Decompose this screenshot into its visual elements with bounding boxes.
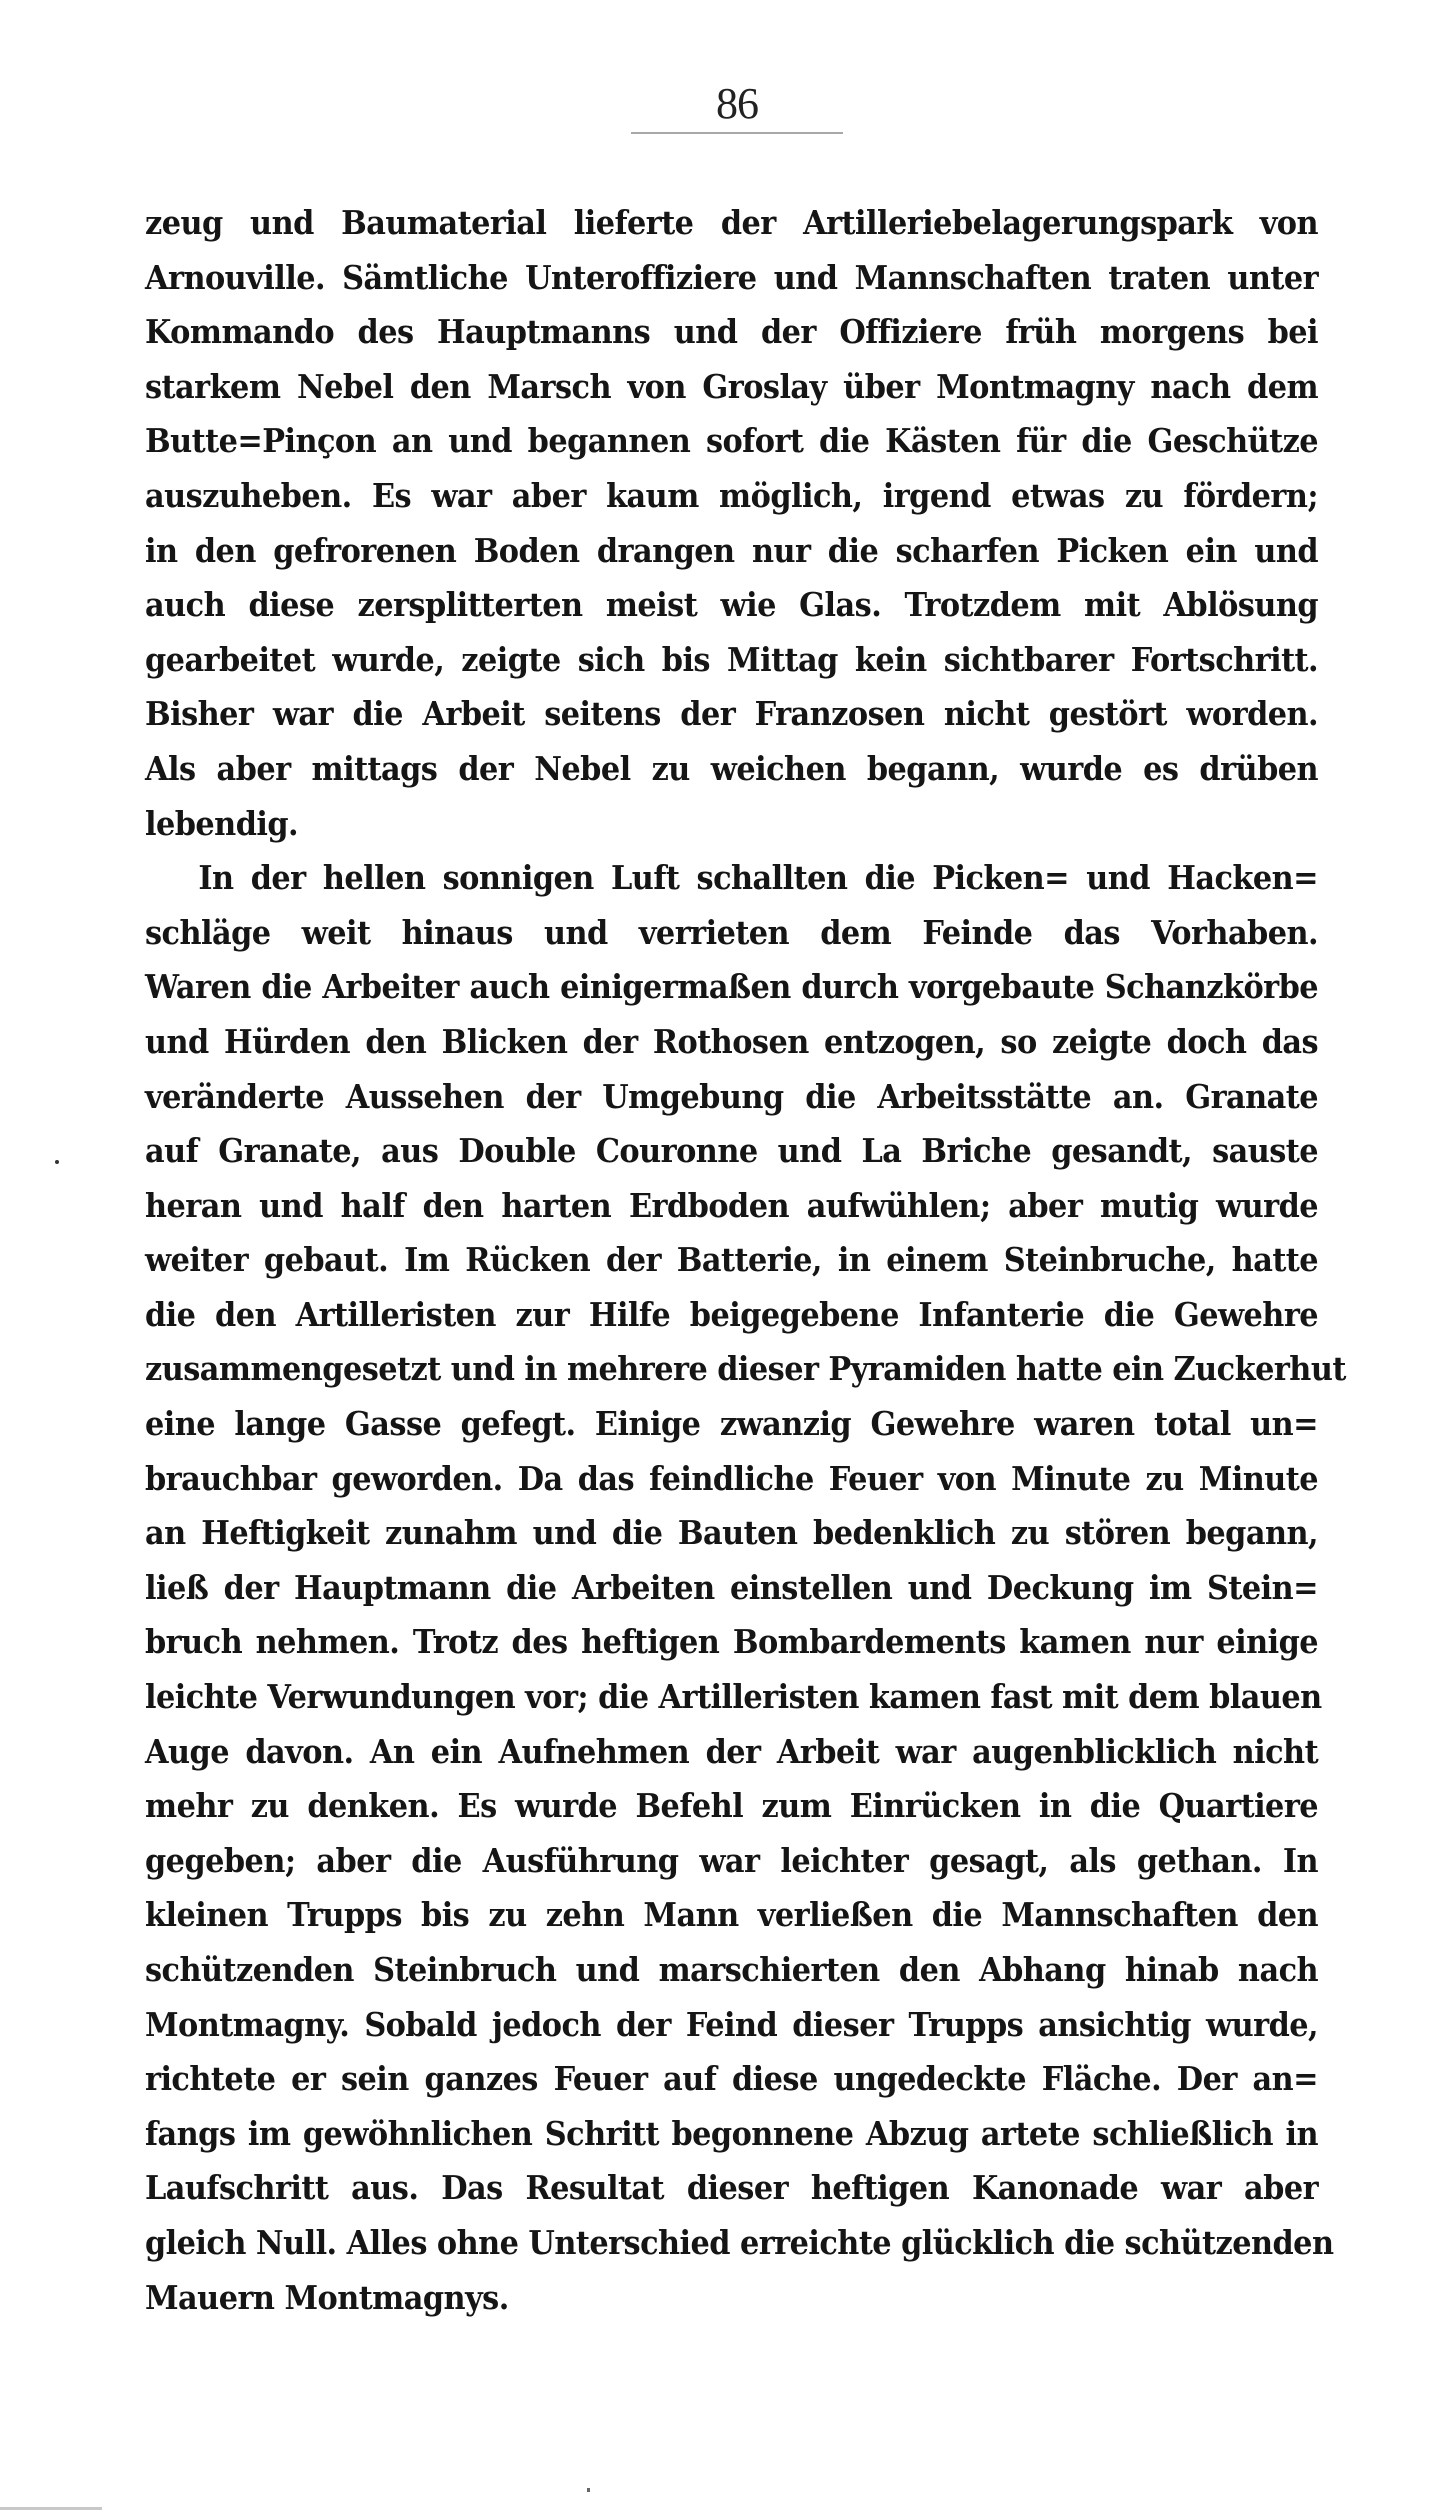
paragraph-first-line: In der hellen sonnigen Luft schallten die Picken= und Hacken= <box>198 858 1319 898</box>
text-line: zusammengesetzt und in mehrere dieser Pyramiden hatte ein Zuckerhut <box>145 1349 1346 1389</box>
text-line: heran und half den harten Erdboden aufwühlen; aber mutig wurde <box>145 1185 1319 1225</box>
text-line: bruch nehmen. Trotz des heftigen Bombardements kamen nur einige <box>145 1622 1319 1662</box>
margin-speck <box>55 1160 59 1164</box>
scan-speck <box>587 2488 590 2492</box>
text-line: weiter gebaut. Im Rücken der Batterie, in einem Steinbruche, hatte <box>145 1240 1319 1280</box>
text-line: veränderte Aussehen der Umgebung die Arbeitsstätte an. Granate <box>145 1076 1319 1116</box>
text-line: die den Artilleristen zur Hilfe beigegebene Infanterie die Gewehre <box>145 1294 1319 1334</box>
text-line: Mauern Montmagnys. <box>145 2277 509 2317</box>
text-line: schläge weit hinaus und verrieten dem Feinde das Vorhaben. <box>145 912 1319 952</box>
text-line: gegeben; aber die Ausführung war leichter gesagt, als gethan. In <box>145 1840 1319 1880</box>
text-line: fangs im gewöhnlichen Schritt begonnene Abzug artete schließlich in <box>145 2113 1319 2153</box>
text-line: mehr zu denken. Es wurde Befehl zum Einrücken in die Quartiere <box>145 1786 1319 1826</box>
text-line: leichte Verwundungen vor; die Artilleristen kamen fast mit dem blauen <box>145 1677 1322 1717</box>
text-line: auszuheben. Es war aber kaum möglich, irgend etwas zu fördern; <box>145 475 1319 515</box>
text-line: Auge davon. An ein Aufnehmen der Arbeit war augenblicklich nicht <box>145 1731 1319 1771</box>
text-line: kleinen Trupps bis zu zehn Mann verließen die Mannschaften den <box>145 1895 1319 1935</box>
text-line: in den gefrorenen Boden drangen nur die scharfen Picken ein und <box>145 530 1319 570</box>
text-line: auch diese zersplitterten meist wie Glas. Trotzdem mit Ablösung <box>145 585 1319 625</box>
text-line: Butte=Pinçon an und begannen sofort die Kästen für die Geschütze <box>145 421 1319 461</box>
text-line: ließ der Hauptmann die Arbeiten einstellen und Deckung im Stein= <box>145 1567 1319 1607</box>
text-line: lebendig. <box>145 803 299 843</box>
text-line: Laufschritt aus. Das Resultat dieser heftigen Kanonade war aber <box>145 2168 1319 2208</box>
text-line: gearbeitet wurde, zeigte sich bis Mittag kein sichtbarer Fortschritt. <box>145 639 1319 679</box>
text-line: und Hürden den Blicken der Rothosen entzogen, so zeigte doch das <box>145 1021 1319 1061</box>
body-text <box>145 196 1346 2325</box>
text-line: Bisher war die Arbeit seitens der Franzosen nicht gestört worden. <box>145 694 1319 734</box>
text-line: Als aber mittags der Nebel zu weichen begann, wurde es drüben <box>145 748 1319 788</box>
text-line: schützenden Steinbruch und marschierten den Abhang hinab nach <box>145 1950 1319 1989</box>
text-line: zeug und Baumaterial lieferte der Artilleriebelagerungspark von <box>145 203 1319 242</box>
text-line: brauchbar geworden. Da das feindliche Feuer von Minute zu Minute <box>145 1458 1319 1498</box>
text-line: gleich Null. Alles ohne Unterschied erreichte glücklich die schützenden <box>145 2222 1334 2262</box>
page-number: 86 <box>716 79 758 128</box>
text-line: Kommando des Hauptmanns und der Offiziere früh morgens bei <box>145 312 1319 352</box>
text-line: Montmagny. Sobald jedoch der Feind dieser Trupps ansichtig wurde, <box>145 2004 1319 2044</box>
text-line: Waren die Arbeiter auch einigermaßen durch vorgebaute Schanzkörbe <box>145 967 1319 1007</box>
text-line: Arnouville. Sämtliche Unteroffiziere und Mannschaften traten unter <box>145 257 1319 297</box>
text-line: eine lange Gasse gefegt. Einige zwanzig Gewehre waren total un= <box>145 1404 1319 1444</box>
header-rule <box>631 132 843 134</box>
text-line: starkem Nebel den Marsch von Groslay über Montmagny nach dem <box>145 366 1319 406</box>
text-line: richtete er sein ganzes Feuer auf diese ungedeckte Fläche. Der an= <box>145 2059 1319 2099</box>
text-line: auf Granate, aus Double Couronne und La Briche gesandt, sauste <box>145 1131 1319 1171</box>
text-line: an Heftigkeit zunahm und die Bauten bedenklich zu stören begann, <box>145 1513 1319 1553</box>
